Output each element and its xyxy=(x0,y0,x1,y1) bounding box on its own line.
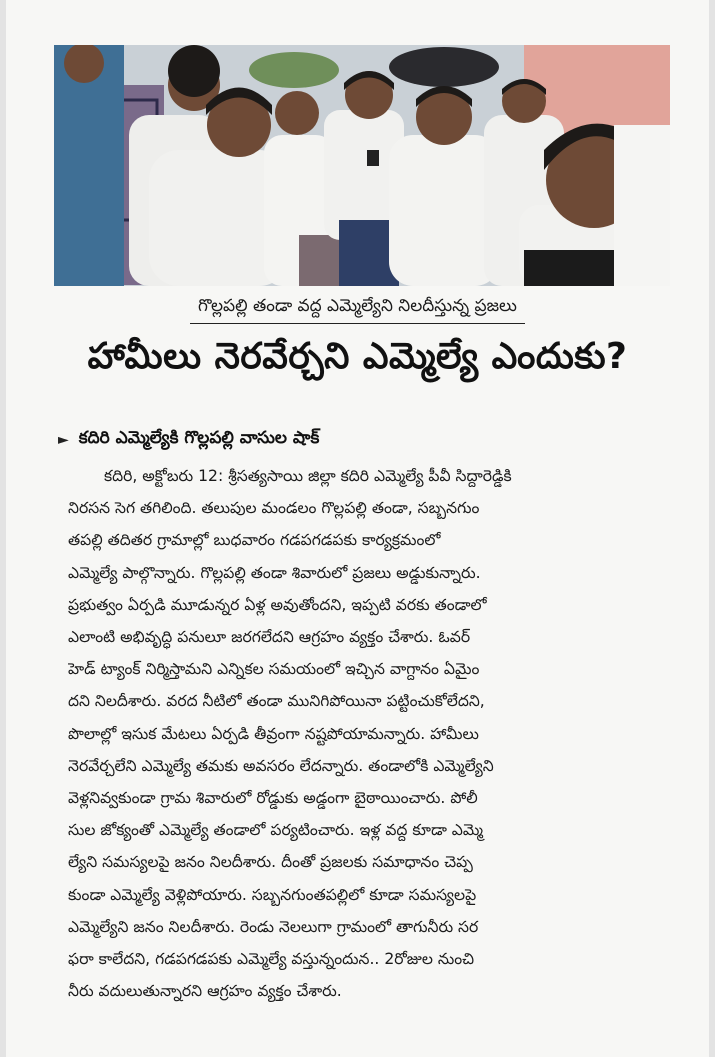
subhead-text: కదిరి ఎమ్మెల్యేకి గొల్లపల్లి వాసుల షాక్ xyxy=(78,428,320,448)
body-line: హెడ్ ట్యాంక్ నిర్మిస్తామని ఎన్నికల సమయంలో ఇచ్చిన వాగ్దానం ఏమైం xyxy=(68,660,480,679)
article-headline: హామీలు నెరవేర్చని ఎమ్మెల్యే ఎందుకు? xyxy=(87,336,628,377)
body-line: వెళ్లనివ్వకుండా గ్రామ శివారులో రోడ్డుకు అడ్డంగా బైఠాయించారు. పోలీ xyxy=(68,789,478,808)
photo-caption-text: గొల్లపల్లి తండా వద్ద ఎమ్మెల్యేని నిలదీస్తున్న ప్రజలు xyxy=(190,296,525,324)
body-line: తపల్లి తదితర గ్రామాల్లో బుధవారం గడపగడపకు కార్యక్రమంలో xyxy=(68,531,441,550)
body-line: ఎమ్మెల్యేని జనం నిలదీశారు. రెండు నెలలుగా గ్రామంలో తాగునీరు సర xyxy=(68,917,479,936)
body-line: నిరసన సెగ తగిలింది. తలుపుల మండలం గొల్లపల్లి తండా, సబ్బనగుం xyxy=(68,499,480,518)
photo-crowd-illustration xyxy=(54,45,670,286)
photo-caption xyxy=(6,296,709,324)
body-line: నీరు వదులుతున్నారని ఆగ్రహం వ్యక్తం చేశారు. xyxy=(68,982,342,1001)
body-line: కదిరి, అక్టోబరు 12: శ్రీసత్యసాయి జిల్లా కదిరి ఎమ్మెల్యే పీవీ సిద్దారెడ్డికి xyxy=(104,467,512,485)
article-subhead xyxy=(58,428,319,452)
body-line: ఫరా కాలేదని, గడపగడపకు ఎమ్మెల్యే వస్తున్నందున.. 2రోజుల నుంచి xyxy=(68,950,475,969)
body-line: ఎలాంటి అభివృద్ధి పనులూ జరగలేదని ఆగ్రహం వ్యక్తం చేశారు. ఓవర్ xyxy=(68,628,471,647)
news-photo xyxy=(54,45,670,286)
body-line: ల్యేని సమస్యలపై జనం నిలదీశారు. దీంతో ప్రజలకు సమాధానం చెప్ప xyxy=(68,853,473,872)
body-line: పొలాల్లో ఇసుక మేటలు ఏర్పడి తీవ్రంగా నష్టపోయామన్నారు. హామీలు xyxy=(68,724,479,743)
article-body xyxy=(68,460,651,1007)
body-line: నెరవేర్చలేని ఎమ్మెల్యే తమకు అవసరం లేదన్నారు. తండాలోకి ఎమ్మెల్యేని xyxy=(68,756,494,775)
body-line: సుల జోక్యంతో ఎమ్మెల్యే తండాలో పర్యటించారు. ఇళ్ల వద్ద కూడా ఎమ్మె xyxy=(68,821,484,840)
body-line: ప్రభుత్వం ఏర్పడి మూడున్నర ఏళ్ల అవుతోందని, ఇప్పటి వరకు తండాలో xyxy=(68,595,487,614)
arrow-bullet-icon: ► xyxy=(58,432,69,448)
body-line: ఎమ్మెల్యే పాల్గొన్నారు. గొల్లపల్లి తండా శివారులో ప్రజలు అడ్డుకున్నారు. xyxy=(68,563,481,582)
body-line: దని నిలదీశారు. వరద నీటిలో తండా మునిగిపోయినా పట్టించుకోలేదని, xyxy=(68,692,485,711)
body-line: కుండా ఎమ్మెల్యే వెళ్లిపోయారు. సబ్బనగుంతపల్లిలో కూడా సమస్యలపై xyxy=(68,885,477,904)
